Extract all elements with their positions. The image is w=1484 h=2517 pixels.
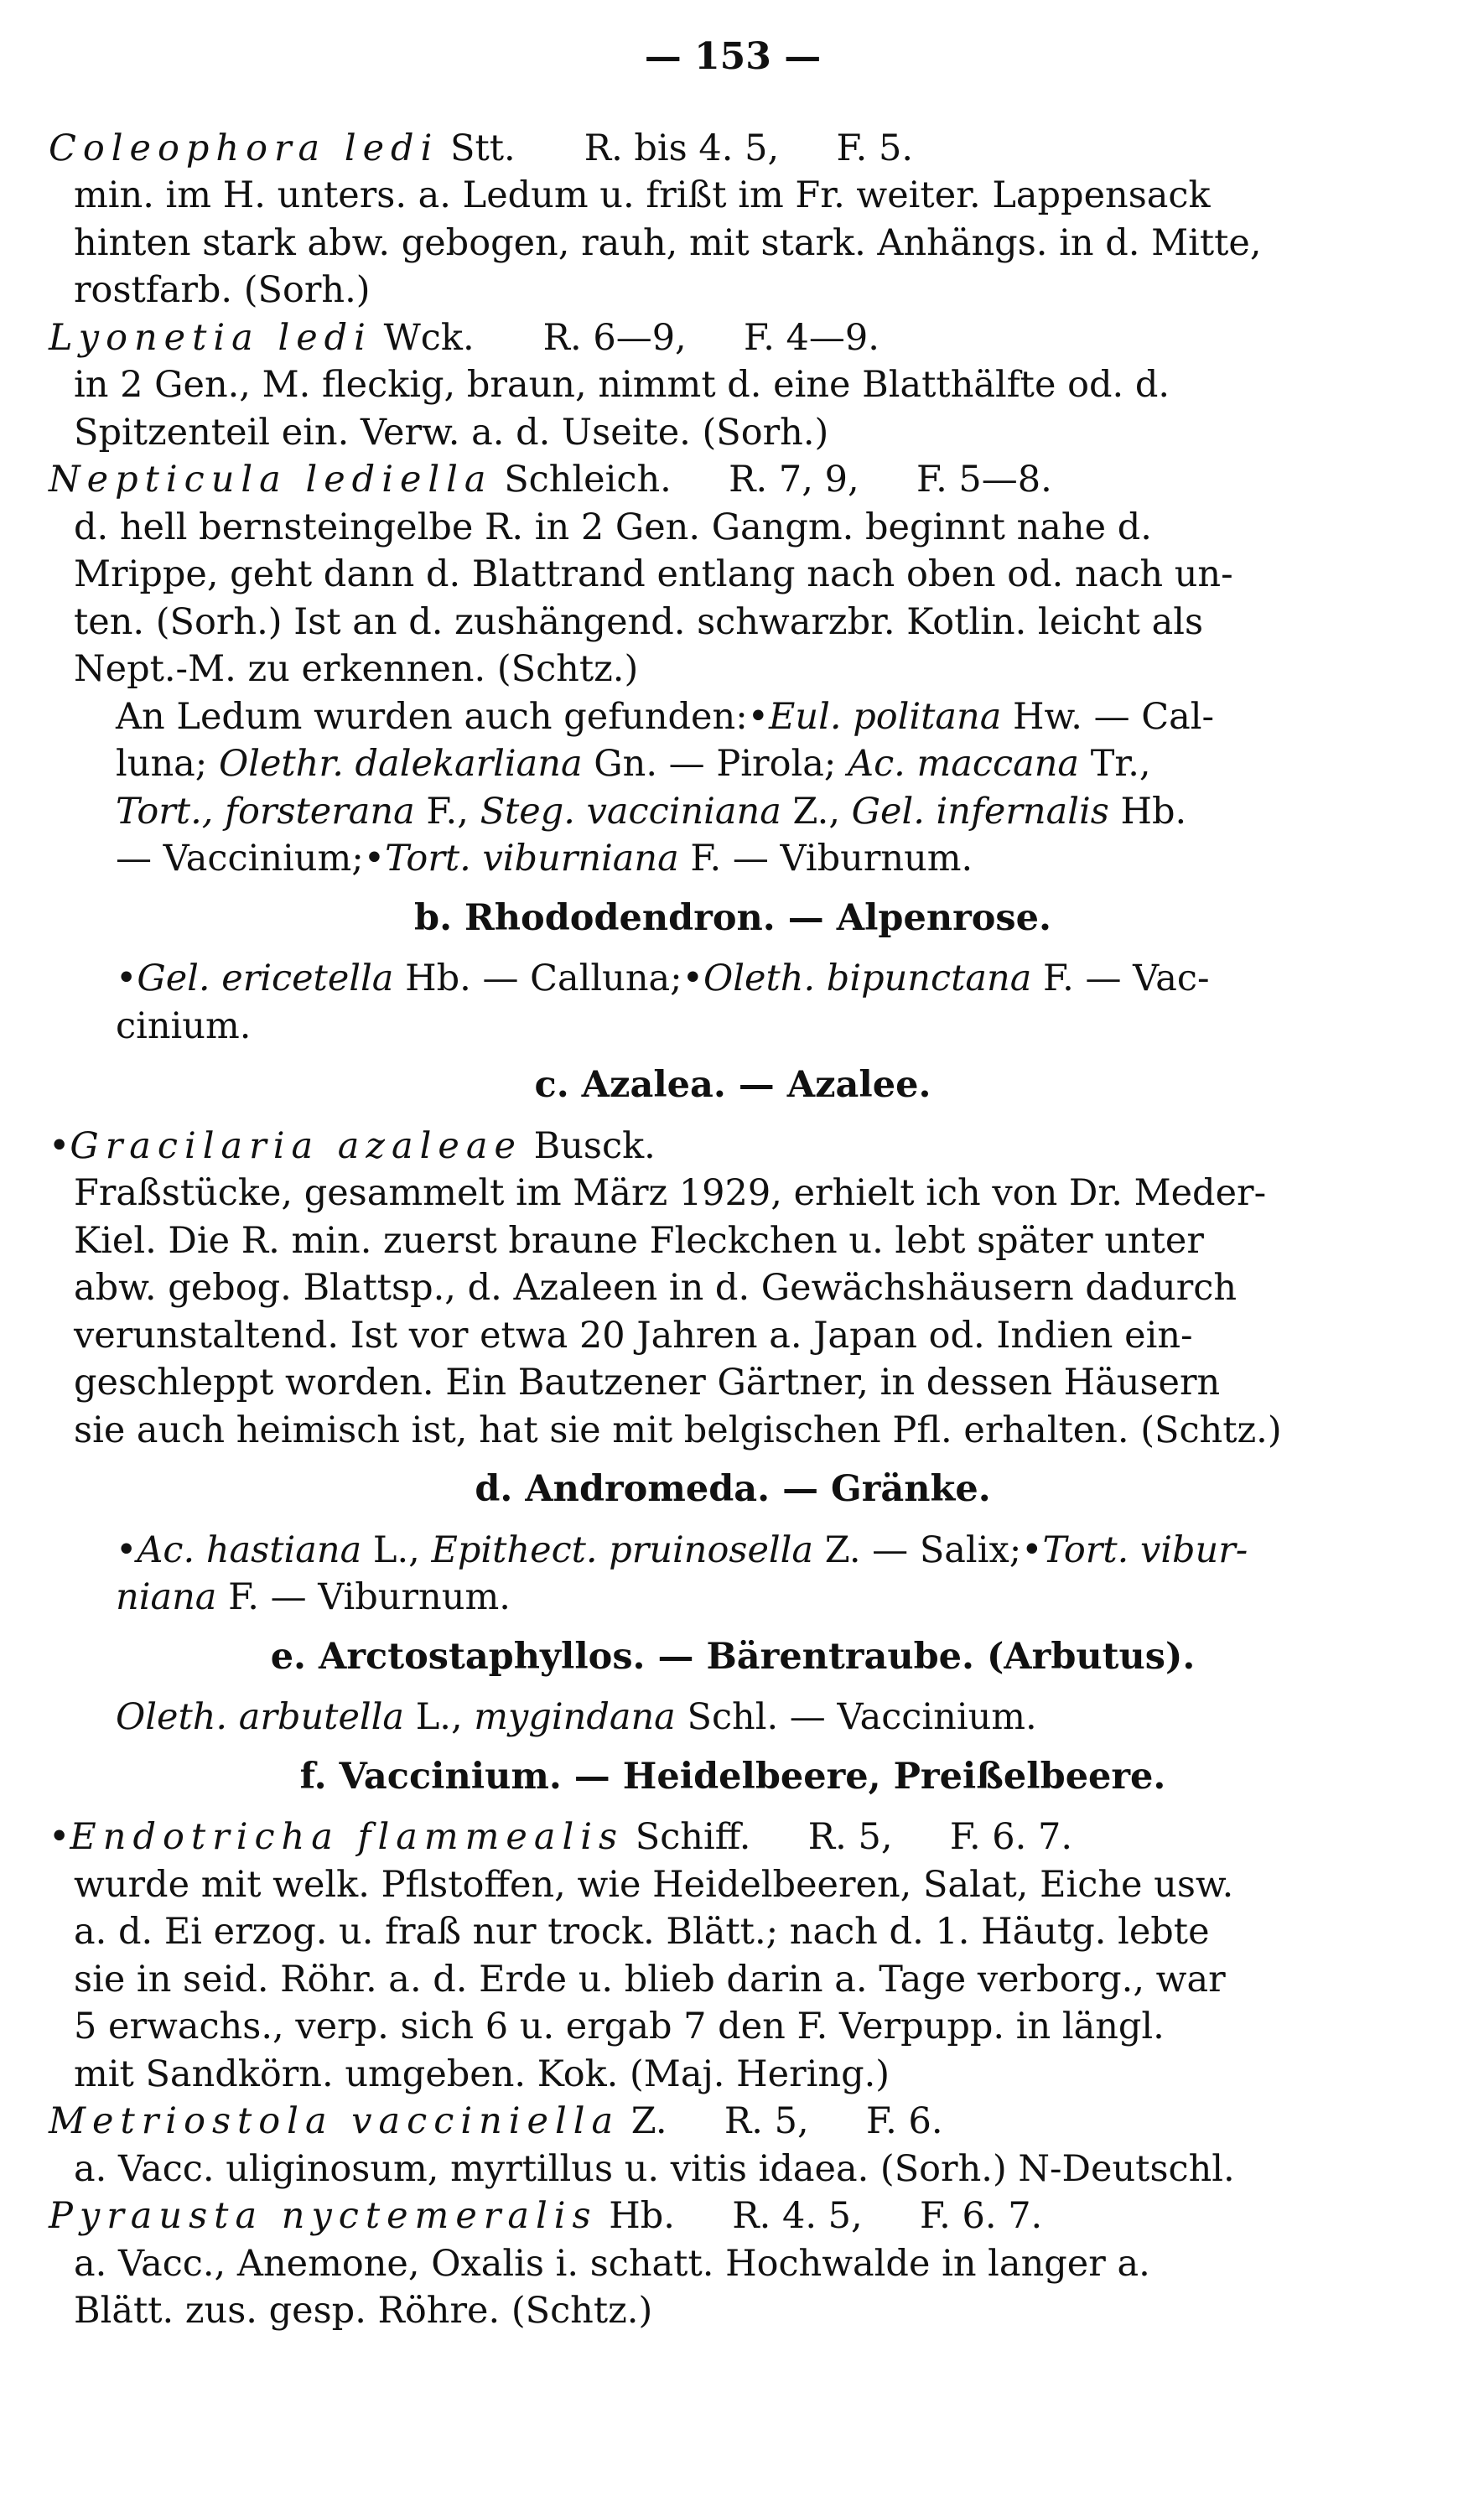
text-line: wurde mit welk. Pflstoffen, wie Heidelbeeren, Salat, Eiche usw. [74, 1863, 1234, 1906]
text-line: Pyrausta nyctemeralis Hb. R. 4. 5, F. 6. 7. [49, 2195, 1043, 2237]
text-line: Tort., forsterana F., Steg. vacciniana Z., Gel. infernalis Hb. [116, 790, 1187, 833]
text-line: — Vaccinium;•Tort. viburniana F. — Viburnum. [116, 838, 973, 880]
text-line: Metriostola vacciniella Z. R. 5, F. 6. [49, 2100, 943, 2142]
text-line: Nepticula lediella Schleich. R. 7, 9, F. 5—8. [49, 459, 1052, 501]
text-line: 5 erwachs., verp. sich 6 u. ergab 7 den F. Verpupp. in längl. [74, 2006, 1165, 2047]
text-line: abw. gebog. Blattsp., d. Azaleen in d. Gewächshäusern dadurch [74, 1267, 1238, 1309]
section-heading: b. Rhododendron. — Alpenrose. [414, 896, 1051, 939]
text-line: Nept.-M. zu erkennen. (Schtz.) [74, 648, 639, 690]
text-line: a. d. Ei erzog. u. fraß nur trock. Blätt.; nach d. 1. Häutg. lebte [74, 1911, 1210, 1953]
text-line: rostfarb. (Sorh.) [74, 269, 371, 311]
text-line: verunstaltend. Ist vor etwa 20 Jahren a. Japan od. Indien ein- [74, 1314, 1193, 1357]
text-line: min. im H. unters. a. Ledum u. frißt im Fr. weiter. Lappensack [74, 174, 1211, 216]
text-line: mit Sandkörn. umgeben. Kok. (Maj. Hering.) [74, 2053, 890, 2095]
text-line: Oleth. arbutella L., mygindana Schl. — Vaccinium. [116, 1696, 1037, 1738]
text-line: geschleppt worden. Ein Bautzener Gärtner, in dessen Häusern [74, 1362, 1221, 1404]
text-line: Coleophora ledi Stt. R. bis 4. 5, F. 5. [49, 127, 913, 169]
text-line: •Gel. ericetella Hb. — Calluna;•Oleth. bipunctana F. — Vac- [116, 957, 1210, 999]
text-line: a. Vacc., Anemone, Oxalis i. schatt. Hochwalde in langer a. [74, 2242, 1150, 2285]
section-heading: e. Arctostaphyllos. — Bärentraube. (Arbutus). [270, 1635, 1196, 1678]
text-line: sie auch heimisch ist, hat sie mit belgischen Pfl. erhalten. (Schtz.) [74, 1409, 1282, 1451]
text-line: Kiel. Die R. min. zuerst braune Fleckchen u. lebt später unter [74, 1219, 1204, 1262]
text-line: hinten stark abw. gebogen, rauh, mit stark. Anhängs. in d. Mitte, [74, 221, 1262, 264]
text-line: niana F. — Viburnum. [116, 1576, 511, 1618]
section-heading: c. Azalea. — Azalee. [534, 1064, 931, 1106]
text-line: sie in seid. Röhr. a. d. Erde u. blieb darin a. Tage verborg., war [74, 1958, 1226, 2001]
text-line: in 2 Gen., M. fleckig, braun, nimmt d. eine Blatthälfte od. d. [74, 364, 1170, 406]
text-line: •Gracilaria azaleae Busck. [49, 1124, 656, 1167]
section-heading: f. Vaccinium. — Heidelbeere, Preißelbeere. [299, 1755, 1166, 1798]
section-heading: d. Andromeda. — Gränke. [475, 1468, 991, 1510]
text-line: luna; Olethr. dalekarliana Gn. — Pirola; Ac. maccana Tr., [116, 743, 1151, 785]
page-body [49, 125, 1417, 2335]
text-line: Lyonetia ledi Wck. R. 6—9, F. 4—9. [49, 316, 880, 359]
text-line: ten. (Sorh.) Ist an d. zushängend. schwarzbr. Kotlin. leicht als [74, 600, 1204, 643]
text-line: d. hell bernsteingelbe R. in 2 Gen. Gangm. beginnt nahe d. [74, 506, 1152, 548]
text-line: An Ledum wurden auch gefunden:•Eul. politana Hw. — Cal- [116, 695, 1215, 738]
text-line: Mrippe, geht dann d. Blattrand entlang nach oben od. nach un- [74, 553, 1233, 595]
text-line: Blätt. zus. gesp. Röhre. (Schtz.) [74, 2290, 653, 2332]
text-line: cinium. [116, 1004, 252, 1047]
text-line: a. Vacc. uliginosum, myrtillus u. vitis idaea. (Sorh.) N-Deutschl. [74, 2147, 1235, 2190]
text-line: Spitzenteil ein. Verw. a. d. Useite. (Sorh.) [74, 411, 829, 454]
text-line: •Endotricha flammealis Schiff. R. 5, F. 6. 7. [49, 1816, 1073, 1858]
text-line: •Ac. hastiana L., Epithect. pruinosella Z. — Salix;•Tort. vibur- [116, 1528, 1248, 1571]
page-number: — 153 — [644, 35, 822, 78]
text-line: Fraßstücke, gesammelt im März 1929, erhielt ich von Dr. Meder- [74, 1172, 1267, 1214]
